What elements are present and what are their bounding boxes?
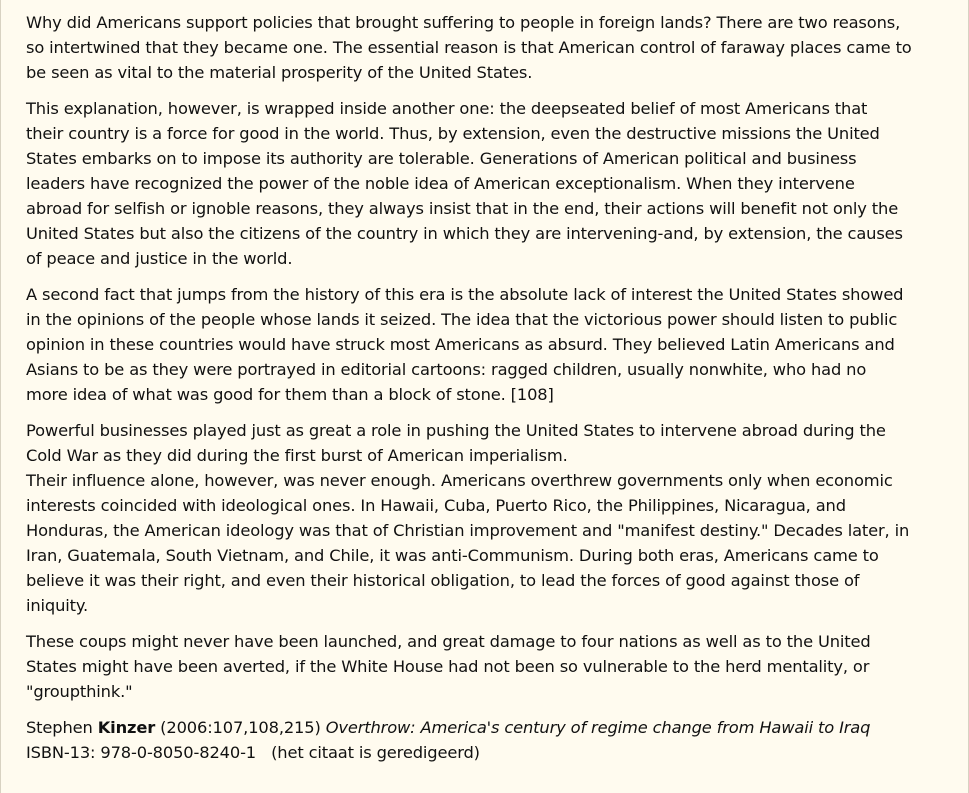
text-line: be seen as vital to the material prosperity of the United States.	[26, 63, 533, 82]
text-line: interests coincided with ideological ones. In Hawaii, Cuba, Puerto Rico, the Philippines, Nicaragua, and	[26, 496, 846, 515]
text-line: more idea of what was good for them than a block of stone. [108]	[26, 385, 554, 404]
citation-pages: (2006:107,108,215)	[155, 718, 326, 737]
text-line: United States but also the citizens of the country in which they are intervening-and, by extension, the causes	[26, 224, 903, 243]
text-line: opinion in these countries would have struck most Americans as absurd. They believed Latin Americans and	[26, 335, 895, 354]
text-line: States might have been averted, if the White House had not been so vulnerable to the herd mentality, or	[26, 657, 870, 676]
text-line: abroad for selfish or ignoble reasons, they always insist that in the end, their actions will benefit not only the	[26, 199, 899, 218]
text-line: Their influence alone, however, was never enough. Americans overthrew governments only when economic	[26, 471, 893, 490]
text-line: These coups might never have been launched, and great damage to four nations as well as to the United	[26, 632, 871, 651]
text-line: Iran, Guatemala, South Vietnam, and Chile, it was anti-Communism. During both eras, Americans came to	[26, 546, 879, 565]
text-line: leaders have recognized the power of the noble idea of American exceptionalism. When they intervene	[26, 174, 855, 193]
text-line: so intertwined that they became one. The essential reason is that American control of faraway places came to	[26, 38, 912, 57]
text-line: States embarks on to impose its authority are tolerable. Generations of American political and business	[26, 149, 857, 168]
author-last-name: Kinzer	[97, 718, 156, 737]
citation-source-line	[26, 715, 951, 740]
text-line: of peace and justice in the world.	[26, 249, 293, 268]
text-line: Asians to be as they were portrayed in editorial cartoons: ragged children, usually nonwhite, who had no	[26, 360, 867, 379]
text-line: This explanation, however, is wrapped inside another one: the deepseated belief of most Americans that	[26, 99, 868, 118]
text-line: Honduras, the American ideology was that of Christian improvement and "manifest destiny." Decades later, in	[26, 521, 910, 540]
paragraph-5	[26, 629, 951, 704]
citation	[26, 715, 951, 765]
text-line: A second fact that jumps from the history of this era is the absolute lack of interest the United States showed	[26, 285, 904, 304]
text-line: believe it was their right, and even their historical obligation, to lead the forces of good against those of	[26, 571, 860, 590]
quote-document	[26, 10, 951, 776]
text-line: Powerful businesses played just as great a role in pushing the United States to intervene abroad during the	[26, 421, 886, 440]
paragraph-3	[26, 282, 951, 407]
book-title: Overthrow: America's century of regime change from Hawaii to Iraq	[325, 718, 871, 737]
text-line: Why did Americans support policies that brought suffering to people in foreign lands? There are two reasons,	[26, 13, 901, 32]
paragraph-1	[26, 10, 951, 85]
text-line: Cold War as they did during the first burst of American imperialism.	[26, 446, 568, 465]
author-first-name: Stephen	[26, 718, 98, 737]
isbn-line: ISBN-13: 978-0-8050-8240-1 (het citaat is geredigeerd)	[26, 743, 480, 762]
text-line: iniquity.	[26, 596, 89, 615]
paragraph-4	[26, 418, 951, 618]
text-line: in the opinions of the people whose lands it seized. The idea that the victorious power should listen to public	[26, 310, 898, 329]
paragraph-2	[26, 96, 951, 271]
text-line: "groupthink."	[26, 682, 133, 701]
text-line: their country is a force for good in the world. Thus, by extension, even the destructive missions the United	[26, 124, 880, 143]
